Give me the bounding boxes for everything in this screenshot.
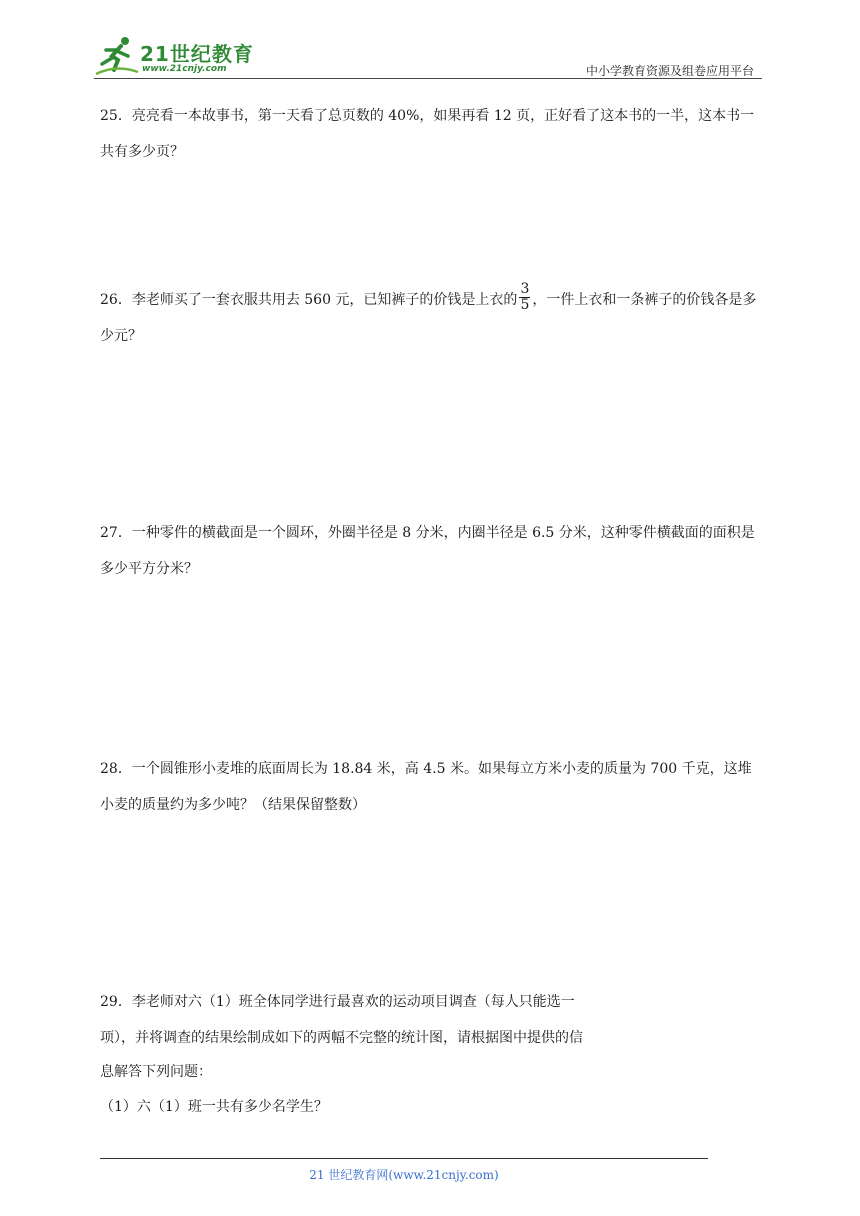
question-29-line-3: 息解答下列问题： bbox=[100, 1064, 212, 1080]
question-29-line-2: 项），并将调查的结果绘制成如下的两幅不完整的统计图，请根据图中提供的信 bbox=[100, 1030, 583, 1046]
page-header bbox=[94, 34, 762, 80]
question-29-sub-1: （1）六（1）班一共有多少名学生？ bbox=[100, 1099, 328, 1115]
question-26 bbox=[100, 282, 764, 354]
question-28: 28．一个圆锥形小麦堆的底面周长为 18.84 米，高 4.5 米。如果每立方米小麦的质量为 700 千克，这堆小麦的质量约为多少吨？（结果保留整数） bbox=[100, 761, 752, 813]
header-divider bbox=[94, 78, 762, 79]
platform-label: 中小学教育资源及组卷应用平台 bbox=[585, 64, 754, 78]
logo bbox=[94, 34, 264, 78]
question-29-line-1: 29．李老师对六（1）班全体同学进行最喜欢的运动项目调查（每人只能选一 bbox=[100, 994, 575, 1010]
fraction-three-fifths bbox=[519, 282, 530, 313]
footer-text: 21 世纪教育网(www.21cnjy.com) bbox=[309, 1168, 499, 1182]
question-25: 25．亮亮看一本故事书，第一天看了总页数的 40%，如果再看 12 页，正好看了这本书的一半，这本书一共有多少页？ bbox=[100, 108, 755, 160]
logo-url: www.21cnjy.com bbox=[142, 64, 227, 74]
question-27: 27．一种零件的横截面是一个圆环，外圈半径是 8 分米，内圈半径是 6.5 分米，这种零件横截面的面积是多少平方分米？ bbox=[100, 525, 755, 577]
question-26-text-end: ，一件上衣和一条裤子的价钱各是多少元？ bbox=[100, 292, 757, 344]
logo-text: 21世纪教育 bbox=[140, 42, 254, 66]
footer-divider bbox=[100, 1158, 708, 1159]
fraction-denominator: 5 bbox=[520, 296, 530, 313]
runner-logo-icon bbox=[94, 34, 140, 78]
question-26-text-start: 26．李老师买了一套衣服共用去 560 元，已知裤子的价钱是上衣的 bbox=[100, 292, 518, 308]
fraction-numerator: 3 bbox=[520, 280, 530, 297]
